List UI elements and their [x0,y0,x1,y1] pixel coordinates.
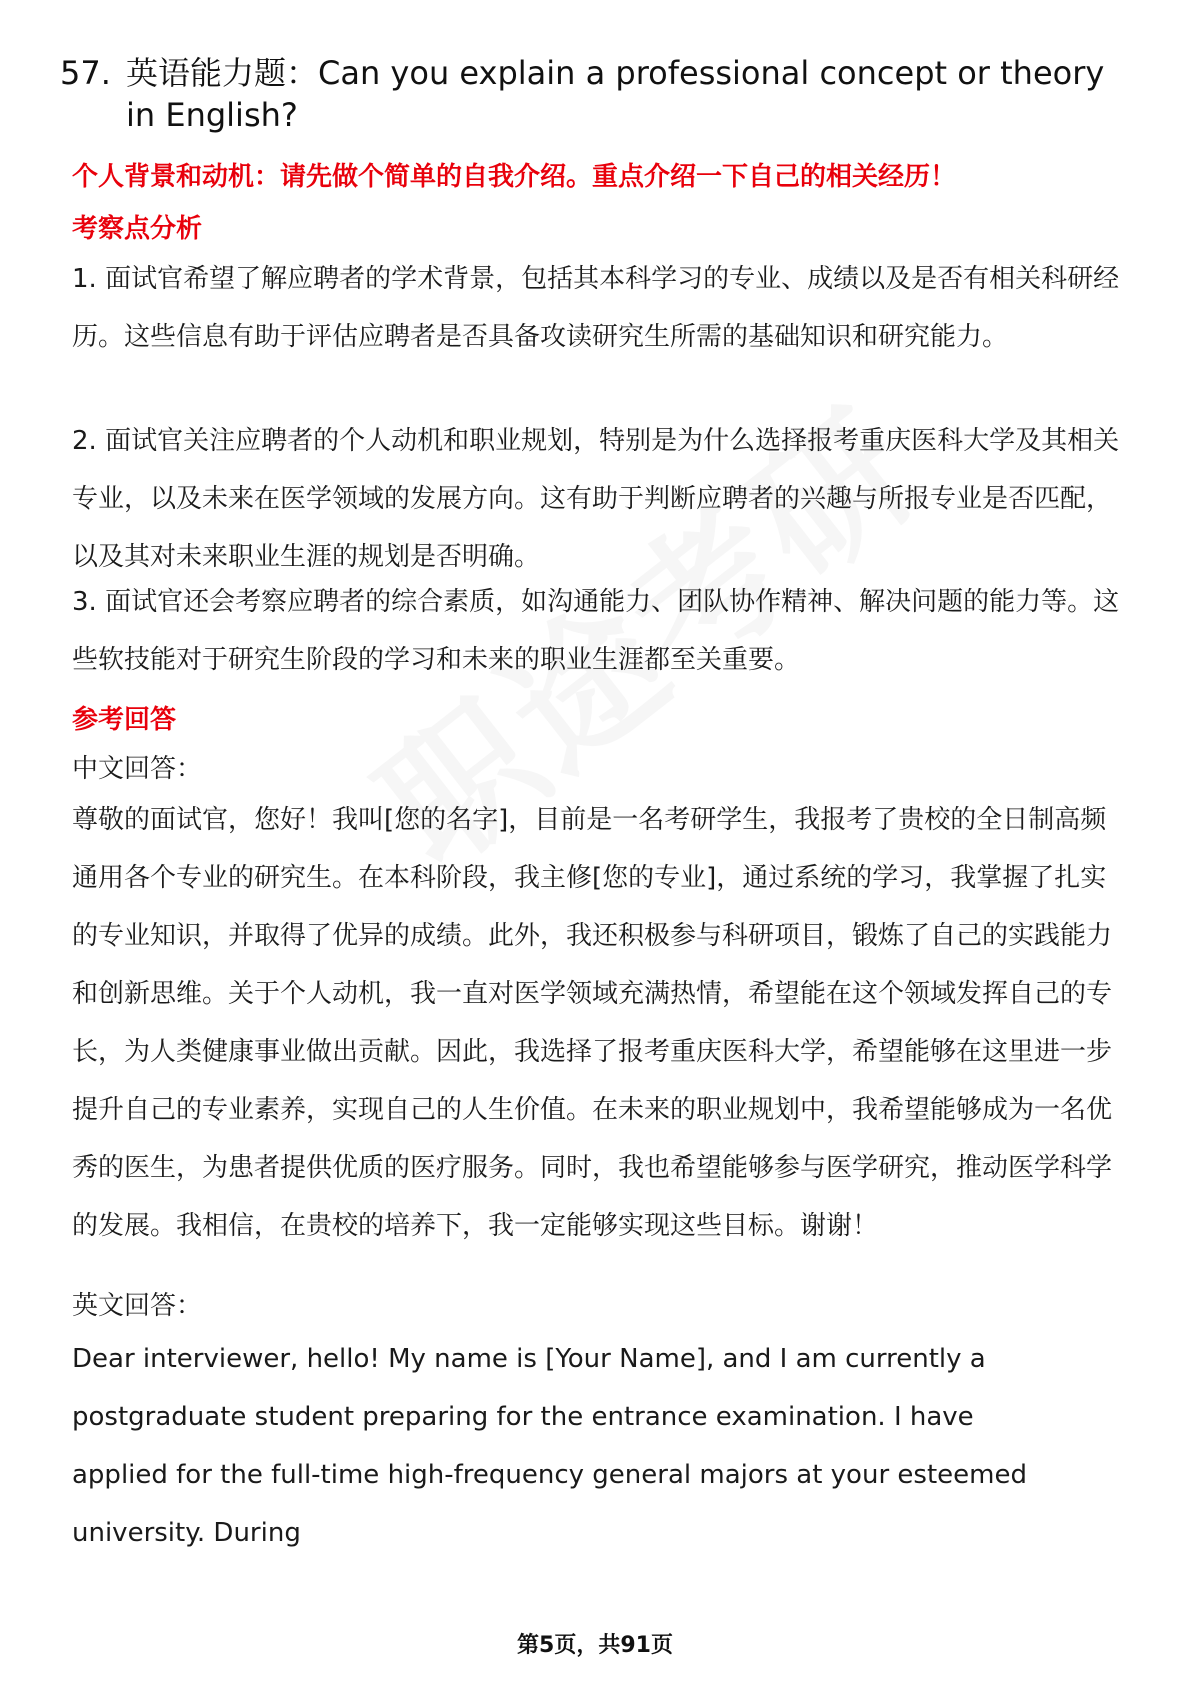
english-answer: Dear interviewer, hello! My name is [Your Name], and I am currently a postgraduate student preparing for the entrance examination. I have applied for the full-time high-frequency general majors at your esteemed university. During [72,1344,1027,1548]
question-text-wrapper [126,52,1130,136]
background-heading: 个人背景和动机：请先做个简单的自我介绍。重点介绍一下自己的相关经历！ [72,162,957,192]
analysis-point-3: 3. 面试官还会考察应聘者的综合素质，如沟通能力、团队协作精神、解决问题的能力等。这些软技能对于研究生阶段的学习和未来的职业生涯都至关重要。 [72,587,1120,675]
question-number: 57. [60,54,111,92]
analysis-title: 考察点分析 [72,214,203,244]
analysis-point-2: 2. 面试官关注应聘者的个人动机和职业规划，特别是为什么选择报考重庆医科大学及其相关专业，以及未来在医学领域的发展方向。这有助于判断应聘者的兴趣与所报专业是否匹配，以及其对未来职业生涯的规划是否明确。 [72,426,1120,572]
question-text: Can you explain a professional concept or theory in English? [126,54,1105,134]
chinese-answer-label: 中文回答： [72,754,203,784]
page-footer: 第5页，共91页 [517,1633,673,1658]
analysis-point-1: 1. 面试官希望了解应聘者的学术背景，包括其本科学习的专业、成绩以及是否有相关科研经历。这些信息有助于评估应聘者是否具备攻读研究生所需的基础知识和研究能力。 [72,264,1120,352]
chinese-answer: 尊敬的面试官，您好！我叫[您的名字]，目前是一名考研学生，我报考了贵校的全日制高频通用各个专业的研究生。在本科阶段，我主修[您的专业]，通过系统的学习，我掌握了扎实的专业知识，并取得了优异的成绩。此外，我还积极参与科研项目，锻炼了自己的实践能力和创新思维。关于个人动机，我一直对医学领域充满热情，希望能在这个领域发挥自己的专长，为人类健康事业做出贡献。因此，我选择了报考重庆医科大学，希望能够在这里进一步提升自己的专业素养，实现自己的人生价值。在未来的职业规划中，我希望能够成为一名优秀的医生，为患者提供优质的医疗服务。同时，我也希望能够参与医学研究，推动医学科学的发展。我相信，在贵校的培养下，我一定能够实现这些目标。谢谢！ [72,805,1113,1241]
question-heading [60,52,1130,136]
reference-title: 参考回答 [72,705,177,735]
question-prefix: 英语能力题： [126,54,319,92]
english-answer-label: 英文回答： [72,1291,203,1321]
